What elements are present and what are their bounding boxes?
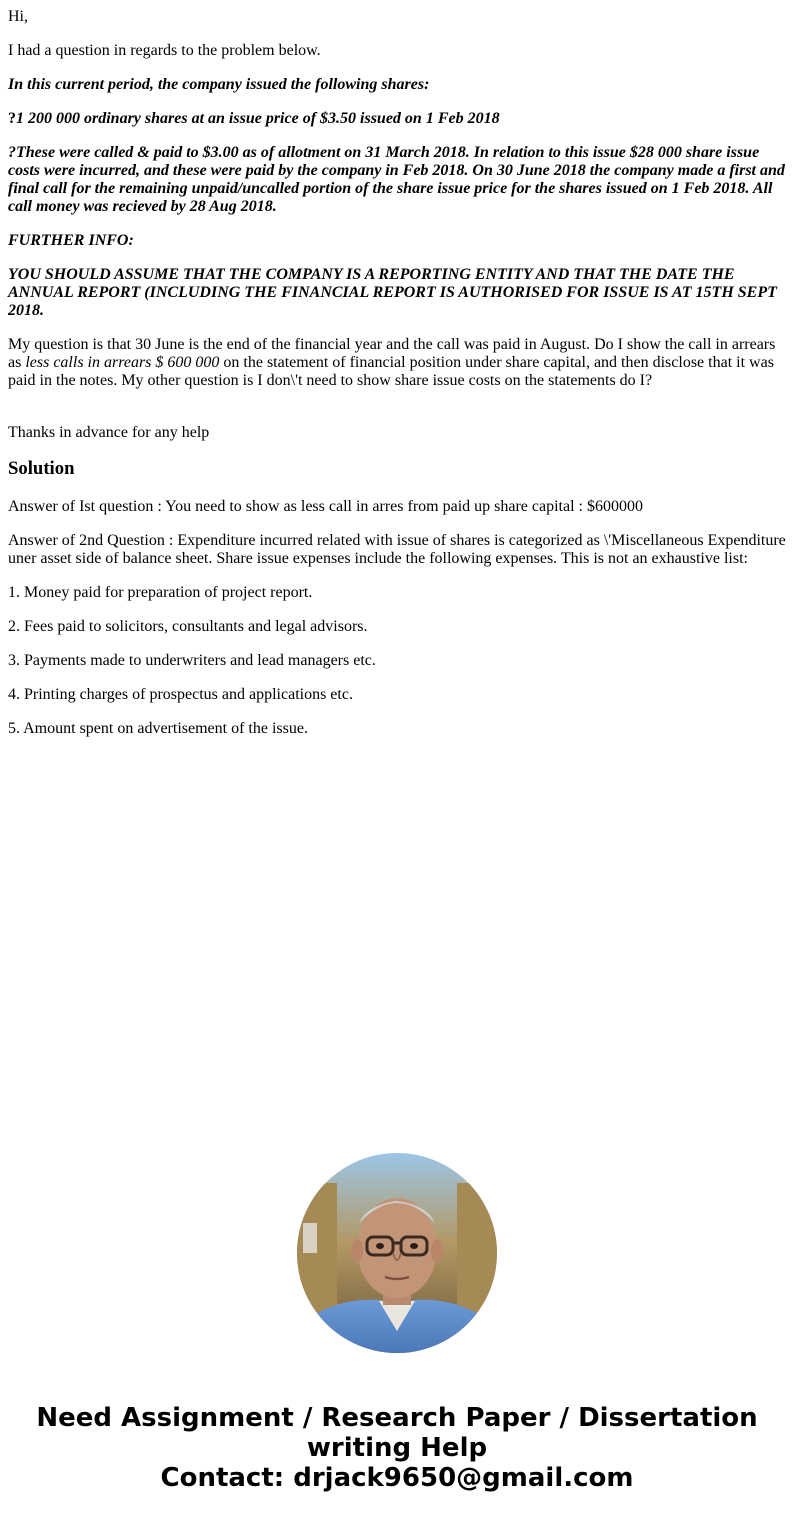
issue-line [8, 110, 788, 128]
avatar-portrait-image [297, 1153, 497, 1353]
list-item: 4. Printing charges of prospectus and applications etc. [8, 686, 353, 703]
solution-heading: Solution [8, 458, 75, 479]
list-item: 1. Money paid for preparation of project report. [8, 584, 313, 601]
greeting: Hi, [8, 8, 28, 25]
avatar [297, 1153, 497, 1353]
my-question-part2: on the statement of financial position under share capital, and then disclose that it was paid in the notes. My other question is I don\'t need to show share issue costs on the statements do I? [8, 354, 774, 389]
my-question [8, 336, 788, 390]
further-info-heading: FURTHER INFO: [8, 232, 134, 249]
answer-2: Answer of 2nd Question : Expenditure incurred related with issue of shares is categorized as \'Miscellaneous Expenditure uner asset side of balance sheet. Share issue expenses include the following expenses. This is not an exhaustive list: [8, 532, 786, 567]
footer-email: Contact: drjack9650@gmail.com [160, 1463, 634, 1493]
issue-line-mark: ? [8, 110, 16, 127]
problem-heading: In this current period, the company issued the following shares: [8, 76, 430, 93]
answer-1: Answer of Ist question : You need to show as less call in arres from paid up share capital : $600000 [8, 498, 643, 515]
my-question-italic: less calls in arrears $ 600 000 [25, 354, 220, 371]
issue-line-text: 1 200 000 ordinary shares at an issue price of $3.50 issued on 1 Feb 2018 [16, 110, 500, 127]
document-body [8, 8, 788, 754]
list-item: 3. Payments made to underwriters and lead managers etc. [8, 652, 376, 669]
my-question-part1: My question is that 30 June is the end of the financial year and the call was paid in August. Do I show the call in arrears as [8, 336, 776, 371]
issue-details: ?These were called & paid to $3.00 as of allotment on 31 March 2018. In relation to this issue $28 000 share issue costs were incurred, and these were paid by the company in Feb 2018. On 30 June 2018 the company made a first and final call for the remaining unpaid/uncalled portion of the share issue price for the shares issued on 1 Feb 2018. All call money was recieved by 28 Aug 2018. [8, 144, 785, 215]
list-item: 5. Amount spent on advertisement of the issue. [8, 720, 308, 737]
intro-text: I had a question in regards to the problem below. [8, 42, 321, 59]
footer-headline: Need Assignment / Research Paper / Dissertation writing Help [36, 1403, 758, 1463]
thanks-text: Thanks in advance for any help [8, 424, 210, 441]
footer-contact [0, 1403, 794, 1493]
spacer [8, 406, 788, 424]
further-info-text: YOU SHOULD ASSUME THAT THE COMPANY IS A REPORTING ENTITY AND THAT THE DATE THE ANNUAL REPORT (INCLUDING THE FINANCIAL REPORT IS AUTHORISED FOR ISSUE IS AT 15TH SEPT 2018. [8, 266, 777, 319]
list-item: 2. Fees paid to solicitors, consultants and legal advisors. [8, 618, 368, 635]
